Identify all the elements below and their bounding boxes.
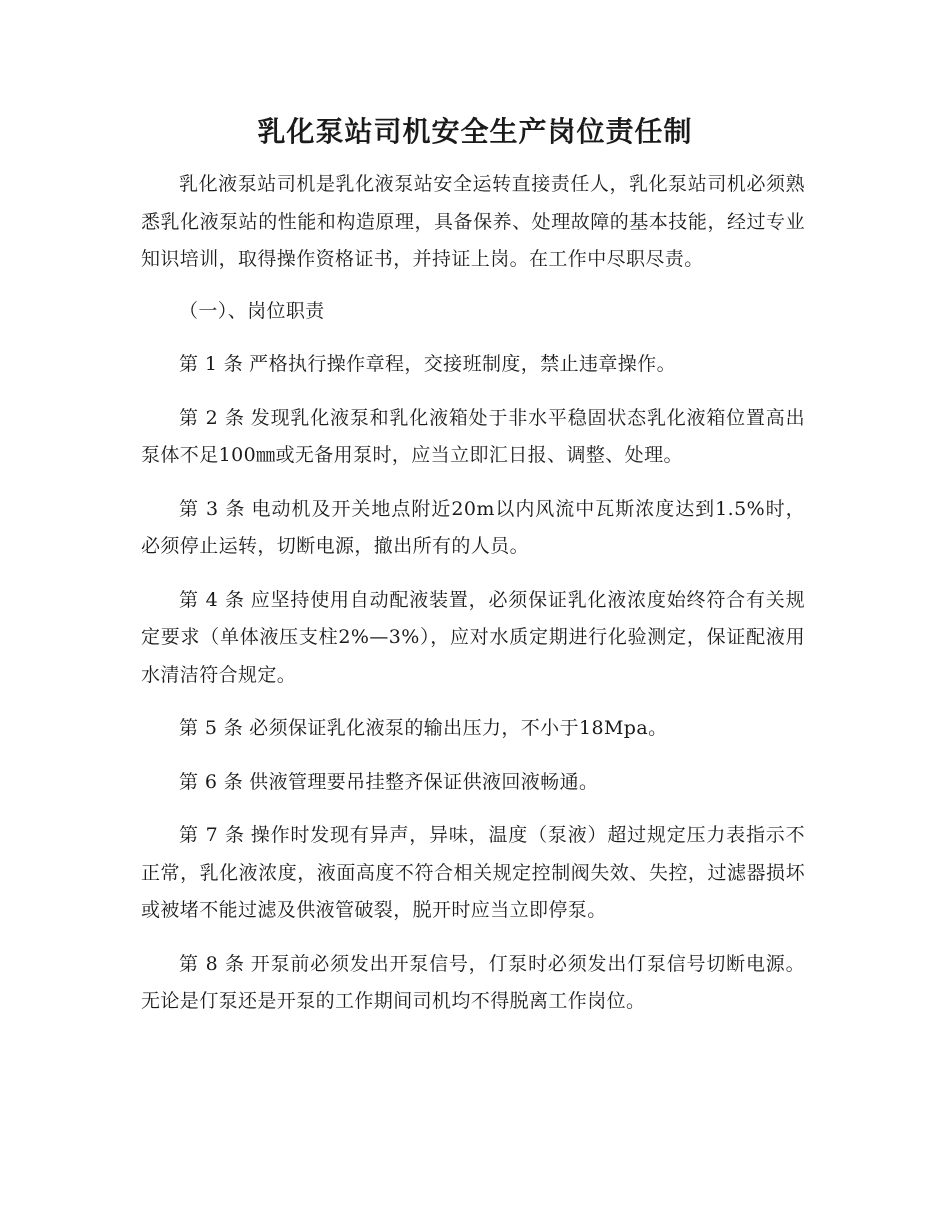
article-text: 应坚持使用自动配液装置，必须保证乳化液浓度始终符合有关规定要求（单体液压支柱2%—3%），应对水质定期进行化验测定，保证配液用水清洁符合规定。 <box>141 588 805 686</box>
article-6 <box>141 764 805 802</box>
section-heading: （一）、岗位职责 <box>179 299 325 322</box>
article-number: 第 1 条 <box>179 353 244 375</box>
intro-paragraph: 乳化液泵站司机是乳化液泵站安全运转直接责任人，乳化泵站司机必须熟悉乳化液泵站的性能和构造原理，具备保养、处理故障的基本技能，经过专业知识培训，取得操作资格证书，并持证上岗。在工作中尽职尽责。 <box>141 173 805 270</box>
article-number: 第 8 条 <box>179 952 245 975</box>
document-body <box>141 166 805 1037</box>
article-8 <box>141 946 805 1021</box>
article-text: 操作时发现有异声，异味，温度（泵液）超过规定压力表指示不正常，乳化液浓度，液面高度不符合相关规定控制阀失效、失控，过滤器损坏或被堵不能过滤及供液管破裂，脱开时应当立即停泵。 <box>141 824 805 921</box>
article-text: 严格执行操作章程，交接班制度，禁止违章操作。 <box>249 353 676 375</box>
article-text: 供液管理要吊挂整齐保证供液回液畅通。 <box>249 770 599 793</box>
article-text: 发现乳化液泵和乳化液箱处于非水平稳固状态乳化液箱位置高出泵体不足100㎜或无备用泵时，应当立即汇日报、调整、处理。 <box>141 406 805 466</box>
article-text: 必须保证乳化液泵的输出压力，不小于18Mpa。 <box>249 717 668 739</box>
document-title: 乳化泵站司机安全生产岗位责任制 <box>257 115 693 148</box>
article-number: 第 2 条 <box>179 406 245 429</box>
article-1 <box>141 346 805 384</box>
article-text: 电动机及开关地点附近20m以内风流中瓦斯浓度达到1.5%时，必须停止运转，切断电源，撤出所有的人员。 <box>141 497 806 557</box>
article-number: 第 7 条 <box>179 824 245 846</box>
article-2 <box>141 400 805 475</box>
article-number: 第 4 条 <box>179 588 245 611</box>
article-text: 开泵前必须发出开泵信号，仃泵时必须发出仃泵信号切断电源。无论是仃泵还是开泵的工作期间司机均不得脱离工作岗位。 <box>141 952 805 1012</box>
article-number: 第 5 条 <box>179 717 244 739</box>
article-4 <box>141 582 805 695</box>
article-number: 第 3 条 <box>179 497 246 520</box>
article-3 <box>141 491 805 566</box>
article-number: 第 6 条 <box>179 770 244 793</box>
article-7 <box>141 817 805 930</box>
article-5 <box>141 710 805 748</box>
